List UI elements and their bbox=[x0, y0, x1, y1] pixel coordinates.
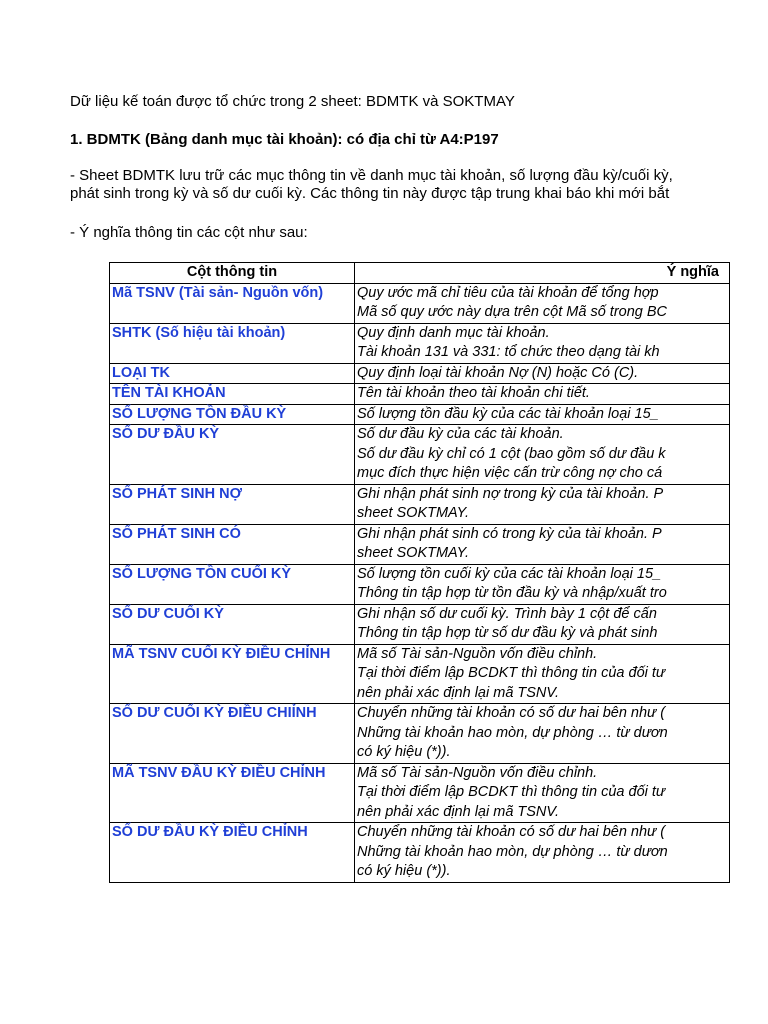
meaning-line: có ký hiệu (*)). bbox=[357, 863, 451, 879]
meaning-line: Số dư đầu kỳ chỉ có 1 cột (bao gồm số dư đầu k bbox=[357, 445, 666, 462]
columns-intro-text: - Ý nghĩa thông tin các cột như sau: bbox=[70, 224, 308, 241]
meaning-line: Thông tin tập hợp từ tồn đầu kỳ và nhập/xuất tro bbox=[357, 585, 667, 601]
table-row bbox=[110, 823, 730, 883]
meaning-line: Mã số Tài sản-Nguồn vốn điều chỉnh. bbox=[357, 645, 598, 662]
row-field-name: SHTK (Số hiệu tài khoản) bbox=[110, 323, 355, 363]
row-field-name: MÃ TSNV CUỐI KỲ ĐIỀU CHỈNH bbox=[110, 644, 355, 704]
row-meaning bbox=[355, 644, 730, 704]
row-meaning bbox=[355, 425, 730, 485]
meaning-line: Số lượng tồn cuối kỳ của các tài khoản loại 15_ bbox=[357, 565, 662, 582]
row-meaning bbox=[355, 524, 730, 564]
meaning-line: Ghi nhận phát sinh nợ trong kỳ của tài khoản. P bbox=[357, 485, 664, 502]
table-row bbox=[110, 763, 730, 823]
meaning-line: Quy định danh mục tài khoản. bbox=[357, 324, 550, 341]
meaning-line: Thông tin tập hợp từ số dư đầu kỳ và phát sinh bbox=[357, 625, 658, 641]
meaning-line: nên phải xác định lại mã TSNV. bbox=[357, 803, 560, 820]
row-meaning bbox=[355, 564, 730, 604]
row-field-name: SỐ LƯỢNG TỒN ĐẦU KỲ bbox=[110, 404, 355, 425]
meaning-line: Những tài khoản hao mòn, dự phòng … từ dươn bbox=[357, 724, 668, 741]
column-info-table bbox=[109, 262, 730, 883]
row-field-name: TÊN TÀI KHOẢN bbox=[110, 384, 355, 405]
table-row bbox=[110, 484, 730, 524]
row-field-name: MÃ TSNV ĐẦU KỲ ĐIỀU CHỈNH bbox=[110, 763, 355, 823]
table-row bbox=[110, 425, 730, 485]
row-meaning bbox=[355, 704, 730, 764]
row-field-name: SỐ DƯ ĐẦU KỲ ĐIỀU CHỈNH bbox=[110, 823, 355, 883]
row-meaning bbox=[355, 823, 730, 883]
row-meaning bbox=[355, 363, 730, 384]
meaning-line: Mã số Tài sản-Nguồn vốn điều chỉnh. bbox=[357, 764, 598, 781]
table-row bbox=[110, 524, 730, 564]
row-field-name: SỐ DƯ CUỐI KỲ bbox=[110, 604, 355, 644]
row-field-name: SỐ DƯ ĐẦU KỲ bbox=[110, 425, 355, 485]
meaning-line: sheet SOKTMAY. bbox=[357, 505, 470, 521]
meaning-line: Quy định loại tài khoản Nợ (N) hoặc Có (C). bbox=[357, 364, 639, 381]
meaning-line: Số dư đầu kỳ của các tài khoản. bbox=[357, 426, 564, 442]
row-meaning bbox=[355, 384, 730, 405]
table-row bbox=[110, 404, 730, 425]
description-line-1: - Sheet BDMTK lưu trữ các mục thông tin về danh mục tài khoản, số lượng đầu kỳ/cuối kỳ, bbox=[70, 167, 673, 184]
row-meaning bbox=[355, 484, 730, 524]
meaning-line: Tại thời điểm lập BCDKT thì thông tin của đối tư bbox=[357, 784, 666, 800]
table-row bbox=[110, 604, 730, 644]
row-meaning bbox=[355, 283, 730, 323]
meaning-line: sheet SOKTMAY. bbox=[357, 545, 470, 561]
row-field-name: SỐ DƯ CUỐI KỲ ĐIỀU CHIỈNH bbox=[110, 704, 355, 764]
meaning-line: Tại thời điểm lập BCDKT thì thông tin của đối tư bbox=[357, 665, 666, 681]
row-field-name: LOẠI TK bbox=[110, 363, 355, 384]
meaning-line: Ghi nhận số dư cuối kỳ. Trình bày 1 cột để cấn bbox=[357, 605, 657, 622]
table-row bbox=[110, 564, 730, 604]
meaning-line: Mã số quy ước này dựa trên cột Mã số trong BC bbox=[357, 304, 668, 320]
row-meaning bbox=[355, 404, 730, 425]
intro-text: Dữ liệu kế toán được tổ chức trong 2 sheet: BDMTK và SOKTMAY bbox=[70, 93, 515, 110]
table-header-row bbox=[110, 263, 730, 284]
meaning-line: Chuyển những tài khoản có số dư hai bên như ( bbox=[357, 824, 666, 840]
section-heading: 1. BDMTK (Bảng danh mục tài khoản): có địa chỉ từ A4:P197 bbox=[70, 131, 499, 148]
table-row bbox=[110, 323, 730, 363]
meaning-line: Tài khoản 131 và 331: tổ chức theo dạng tài kh bbox=[357, 344, 660, 360]
description-line-2: phát sinh trong kỳ và số dư cuối kỳ. Các thông tin này được tập trung khai báo khi mới bắt bbox=[70, 185, 670, 202]
table-row bbox=[110, 363, 730, 384]
meaning-line: Chuyển những tài khoản có số dư hai bên như ( bbox=[357, 705, 666, 721]
row-field-name: Mã TSNV (Tài sản- Nguồn vốn) bbox=[110, 283, 355, 323]
row-meaning bbox=[355, 604, 730, 644]
row-field-name: SỐ PHÁT SINH NỢ bbox=[110, 484, 355, 524]
row-field-name: SỐ PHÁT SINH CÓ bbox=[110, 524, 355, 564]
meaning-line: Những tài khoản hao mòn, dự phòng … từ dươn bbox=[357, 843, 668, 860]
table-row bbox=[110, 384, 730, 405]
row-meaning bbox=[355, 323, 730, 363]
meaning-line: nên phải xác định lại mã TSNV. bbox=[357, 684, 560, 701]
meaning-line: Quy ước mã chỉ tiêu của tài khoản để tổng hợp bbox=[357, 284, 659, 301]
header-meaning: Ý nghĩa bbox=[355, 263, 730, 284]
row-meaning bbox=[355, 763, 730, 823]
row-field-name: SỐ LƯỢNG TỒN CUỐI KỲ bbox=[110, 564, 355, 604]
meaning-line: mục đích thực hiện việc cấn trừ công nợ cho cá bbox=[357, 465, 663, 481]
table-row bbox=[110, 644, 730, 704]
meaning-line: Ghi nhận phát sinh có trong kỳ của tài khoản. P bbox=[357, 525, 662, 542]
header-column-info: Cột thông tin bbox=[110, 263, 355, 284]
table-body bbox=[110, 283, 730, 882]
meaning-line: Tên tài khoản theo tài khoản chi tiết. bbox=[357, 385, 590, 401]
meaning-line: có ký hiệu (*)). bbox=[357, 744, 451, 760]
table-row bbox=[110, 283, 730, 323]
meaning-line: Số lượng tồn đầu kỳ của các tài khoản loại 15_ bbox=[357, 405, 659, 422]
table-row bbox=[110, 704, 730, 764]
